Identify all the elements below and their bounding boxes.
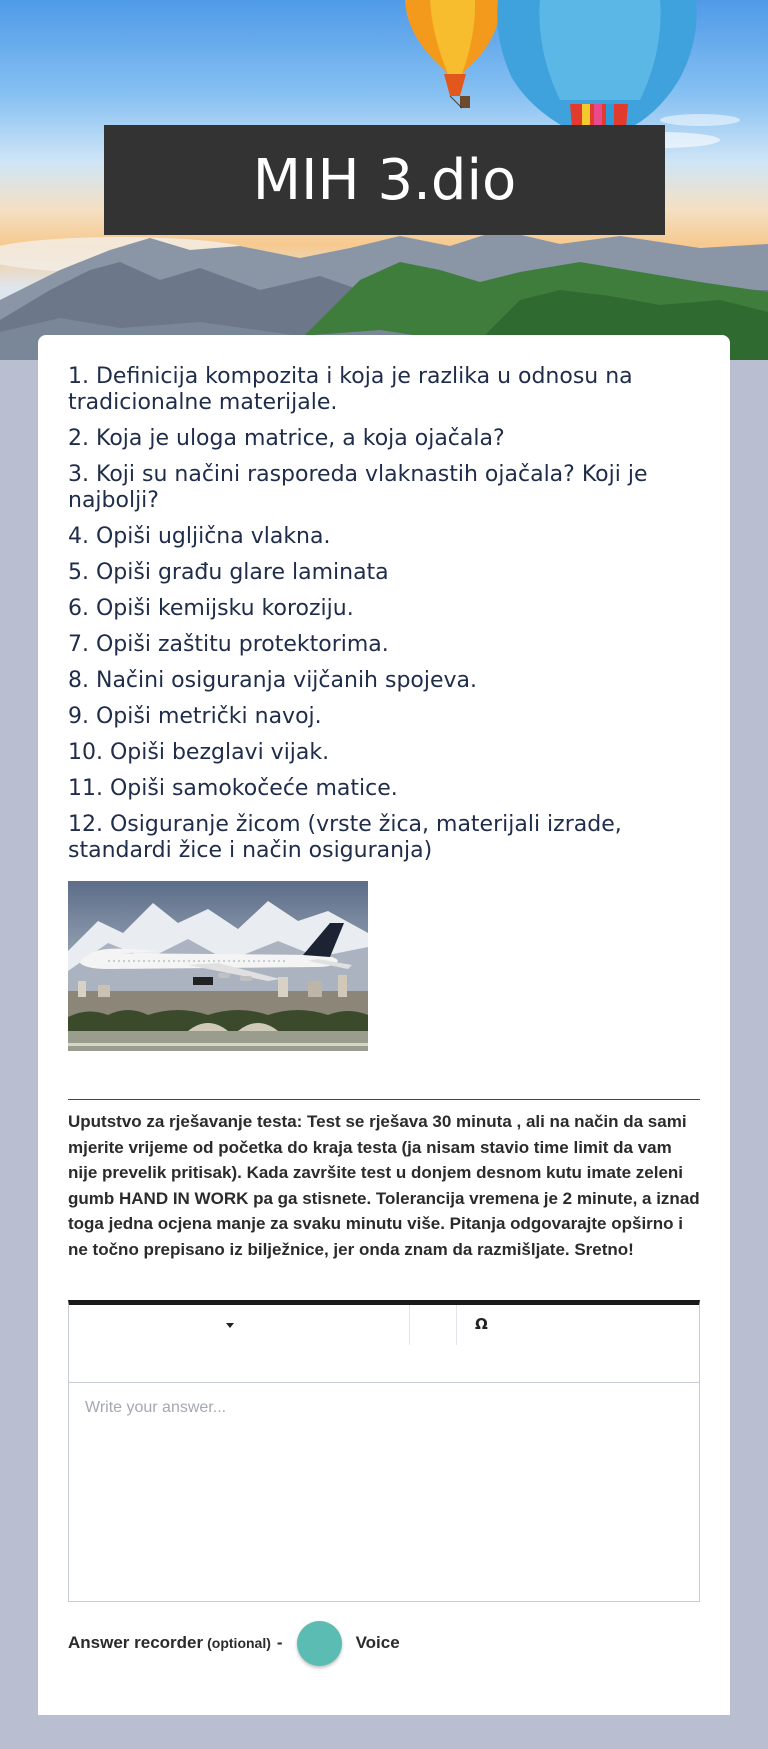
divider	[68, 1099, 700, 1100]
question-item: 1. Definicija kompozita i koja je razlika u odnosu na tradicionalne materijale.	[68, 364, 633, 415]
editor-toolbar	[69, 1305, 699, 1383]
test-instructions: Uputstvo za rješavanje testa: Test se rješava 30 minuta , ali na način da sami mjerite vrijeme od početka do kraja testa (ja nisam stavio time limit da vam nije prevelik pritisak). Kada završite test u donjem desnom kutu imate zeleni gumb HAND IN WORK pa ga stisnete. Tolerancija vremena je 2 minute, a iznad toga jedna ocjena manje za svaku minutu više. Pitanja odgovarajte opširno i ne točno prepisano iz bilježnice, jer onda znam da razmišljate. Sretno!	[68, 1112, 700, 1259]
recorder-optional-label: (optional)	[207, 1635, 271, 1651]
answer-textarea[interactable]: Write your answer...	[85, 1399, 227, 1416]
airplane-illustration	[68, 881, 368, 1051]
recorder-label: Answer recorder	[68, 1633, 204, 1652]
answer-recorder	[68, 1620, 400, 1666]
recorder-dash: -	[276, 1633, 283, 1652]
question-item: 8. Načini osiguranja vijčanih spojeva.	[68, 668, 478, 693]
question-item: 12. Osiguranje žicom (vrste žica, materijali izrade, standardi žice i način osiguranja)	[68, 812, 622, 863]
orange-balloon	[405, 0, 500, 108]
question-card	[38, 335, 730, 1715]
question-item: 10. Opiši bezglavi vijak.	[68, 740, 330, 765]
question-item: 11. Opiši samokočeće matice.	[68, 776, 398, 801]
answer-editor	[68, 1300, 700, 1602]
toolbar-button[interactable]	[410, 1305, 457, 1345]
blue-balloon	[497, 0, 696, 128]
question-list	[68, 364, 700, 874]
header-banner	[0, 0, 768, 360]
question-item: 2. Koja je uloga matrice, a koja ojačala?	[68, 426, 505, 451]
chevron-down-icon	[226, 1323, 234, 1328]
question-item: 4. Opiši ugljična vlakna.	[68, 524, 331, 549]
format-dropdown[interactable]	[69, 1305, 410, 1345]
question-item: 9. Opiši metrički navoj.	[68, 704, 322, 729]
question-item: 7. Opiši zaštitu protektorima.	[68, 632, 389, 657]
airplane-image	[68, 881, 368, 1051]
omega-icon[interactable]: Ω	[475, 1315, 488, 1333]
title-box	[104, 125, 665, 235]
question-item: 5. Opiši građu glare laminata	[68, 560, 389, 585]
record-icon[interactable]	[297, 1621, 342, 1666]
voice-label[interactable]: Voice	[355, 1633, 400, 1652]
page-title: MIH 3.dio	[252, 147, 517, 213]
question-item: 6. Opiši kemijsku koroziju.	[68, 596, 354, 621]
question-item: 3. Koji su načini rasporeda vlaknastih ojačala? Koji je najbolji?	[68, 462, 648, 513]
